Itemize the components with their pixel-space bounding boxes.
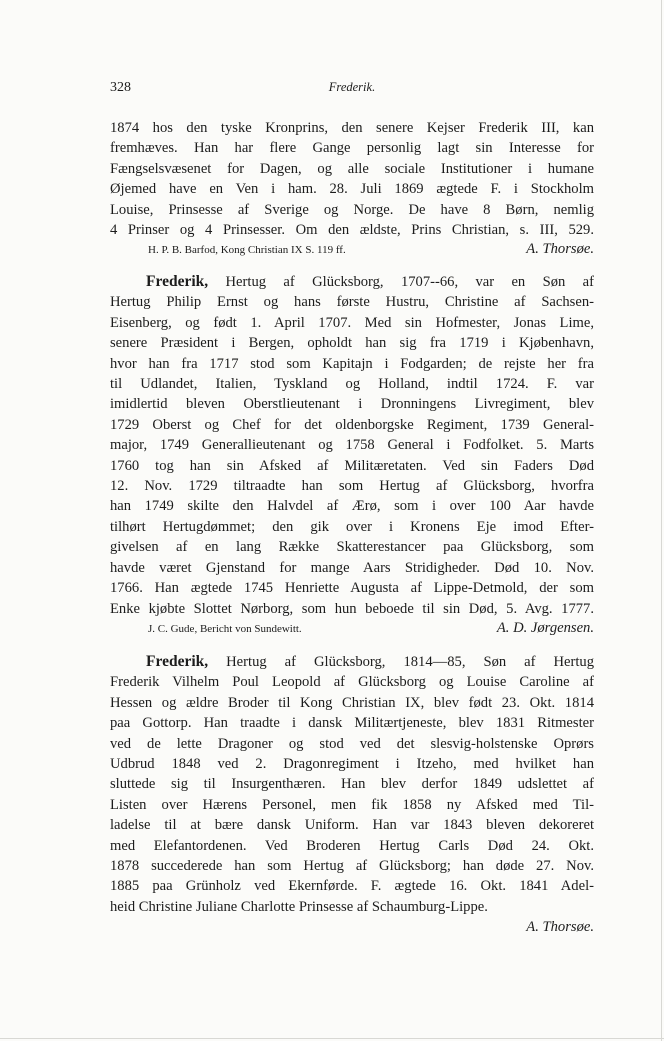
running-head: Frederik. xyxy=(328,80,376,94)
author-signature: A. Thorsøe. xyxy=(526,241,594,258)
entry-frederik-1707 xyxy=(110,272,594,638)
text-line: Listen over Hærens Personel, men fik 1858 ny Afsked med Til- xyxy=(110,796,594,813)
entry-first-line xyxy=(110,652,594,672)
headword: Frederik, xyxy=(146,273,209,290)
text-line: Hessen og ældre Broder til Kong Christian IX, blev født 23. Okt. 1814 xyxy=(110,694,594,711)
first-line-text: Hertug af Glücksborg, 1814—85, Søn af Hertug xyxy=(226,654,595,670)
source-citation: J. C. Gude, Bericht von Sundewitt. xyxy=(148,622,302,635)
author-signature: A. Thorsøe. xyxy=(526,919,594,936)
text-line: 1885 paa Grünholz ved Ekernførde. F. ægtede 16. Okt. 1841 Adel- xyxy=(110,878,594,895)
page-number: 328 xyxy=(110,80,131,95)
text-line: major, 1749 Generallieutenant og 1758 General i Fodfolket. 5. Marts xyxy=(110,437,594,454)
text-line: med Elefantordenen. Ved Broderen Hertug Carls Død 24. Okt. xyxy=(110,837,594,854)
text-line: givelsen af en lang Række Skatterestancer paa Glücksborg, som xyxy=(110,539,594,556)
text-line: hvor han fra 1717 stod som Kapitajn i Fodgarden; de rejste her fra xyxy=(110,355,594,372)
entry-first-line xyxy=(110,272,594,292)
text-line: Fængselsvæsenet for Dagen, og alle sociale Institutioner i humane xyxy=(110,160,594,177)
text-line: Hertug Philip Ernst og hans første Hustru, Christine af Sachsen- xyxy=(110,294,594,311)
text-line: Enke kjøbte Slottet Nørborg, som hun beboede til sin Død, 5. Avg. 1777. xyxy=(110,600,594,617)
text-line: til Udlandet, Italien, Tyskland og Holland, indtil 1724. F. var xyxy=(110,376,594,393)
text-line: 1729 Oberst og Chef for det oldenborgske Regiment, 1739 General- xyxy=(110,416,594,433)
text-line: han 1749 skilte den Halvdel af Ærø, som i over 100 Aar havde xyxy=(110,498,594,515)
text-line: Louise, Prinsesse af Sverige og Norge. De have 8 Børn, nemlig xyxy=(110,201,594,218)
page-edge-right xyxy=(661,0,662,1041)
text-line: paa Gottorp. Han traadte i dansk Militærtjeneste, blev 1831 Ritmester xyxy=(110,715,594,732)
text-line: tilhørt Hertugdømmet; den gik over i Kronens Eje imod Efter- xyxy=(110,518,594,535)
text-line: havde været Gjenstand for mange Aars Stridigheder. Død 10. Nov. xyxy=(110,559,594,576)
text-line: 1874 hos den tyske Kronprins, den senere Kejser Frederik III, kan xyxy=(110,120,594,136)
text-line: Eisenberg, og født 1. April 1707. Med sin Hofmester, Jonas Lime, xyxy=(110,314,594,331)
text-line: senere Præsident i Bergen, opholdt han sig fra 1719 i Kjøbenhavn, xyxy=(110,335,594,352)
page-edge-bottom xyxy=(0,1038,664,1039)
text-line: sluttede sig til Insurgenthæren. Han blev derfor 1849 udslettet af xyxy=(110,776,594,793)
text-line: Øjemed have en Ven i ham. 28. Juli 1869 ægtede F. i Stockholm xyxy=(110,181,594,198)
source-citation: H. P. B. Barfod, Kong Christian IX S. 119 ff. xyxy=(148,244,346,257)
text-line: fremhæves. Han har flere Gange personlig lagt sin Interesse for xyxy=(110,140,594,157)
page-header xyxy=(110,80,594,100)
text-line: 4 Prinser og 4 Prinsesser. Om den ældste, Prins Christian, s. III, 529. xyxy=(110,222,594,239)
headword: Frederik, xyxy=(146,653,209,670)
text-line: ved de lette Dragoner og stod ved det slesvig-holstenske Oprørs xyxy=(110,735,594,752)
author-signature: A. D. Jørgensen. xyxy=(496,619,594,636)
continuation-block xyxy=(110,118,594,259)
source-reference xyxy=(110,240,594,259)
first-line-text: Hertug af Glücksborg, 1707--66, var en Søn af xyxy=(225,274,594,290)
text-line: ladelse til at bære dansk Uniform. Han var 1843 bleven dekoreret xyxy=(110,817,594,834)
entry-frederik-1814 xyxy=(110,652,594,937)
source-reference xyxy=(110,619,594,638)
text-line: Frederik Vilhelm Poul Leopold af Glücksborg og Louise Caroline af xyxy=(110,674,594,691)
text-line: Udbrud 1848 ved 2. Dragonregiment i Itzeho, med hvilket han xyxy=(110,756,594,773)
text-line: imidlertid bleven Oberstlieutenant i Dronningens Livregiment, blev xyxy=(110,396,594,413)
text-line: 12. Nov. 1729 tiltraadte han som Hertug af Glücksborg, hvorfra xyxy=(110,478,594,495)
text-line: 1766. Han ægtede 1745 Henriette Augusta af Lippe-Detmold, der som xyxy=(110,580,594,597)
text-line: 1760 tog han sin Afsked af Militæretaten. Ved sin Faders Død xyxy=(110,457,594,474)
text-line: 1878 succederede han som Hertug af Glücksborg; han døde 27. Nov. xyxy=(110,858,594,875)
text-line: heid Christine Juliane Charlotte Prinsesse af Schaumburg-Lippe. xyxy=(110,898,488,915)
